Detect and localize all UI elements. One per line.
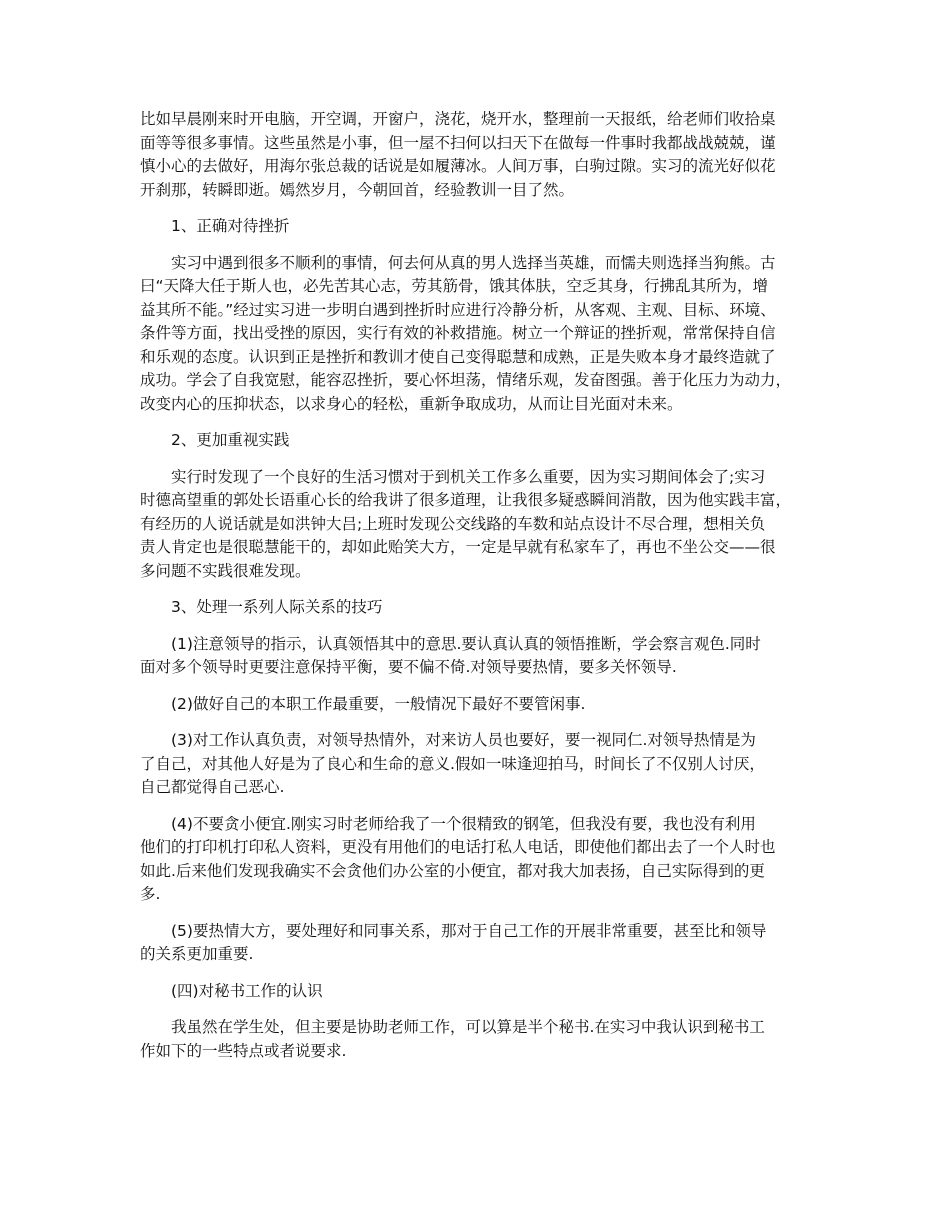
paragraph-line: 慎小心的去做好，用海尔张总裁的话说是如履薄冰。人间万事，白驹过隙。实习的流光好似花 (140, 157, 776, 175)
paragraph (140, 1016, 820, 1063)
paragraph-line: 他们的打印机打印私人资料，更没有用他们的电话打私人电话，即使他们都出去了一个人时也 (140, 838, 776, 856)
paragraph-line: 比如早晨刚来时开电脑，开空调，开窗户，浇花，烧开水，整理前一天报纸，给老师们收拾桌 (140, 110, 776, 128)
paragraph-line: 面等等很多事情。这些虽然是小事，但一屋不扫何以扫天下在做每一件事时我都战战兢兢，谨 (140, 133, 776, 152)
paragraph (140, 252, 820, 417)
paragraph-line: 有经历的人说话就是如洪钟大吕;上班时发现公交线路的车数和站点设计不尽合理，想相关负 (140, 514, 766, 533)
paragraph-line: 的关系更加重要. (140, 945, 254, 963)
paragraph-line: (2)做好自己的本职工作最重要，一般情况下最好不要管闲事. (171, 694, 586, 713)
paragraph-line: (1)注意领导的指示，认真领悟其中的意思.要认真认真的领悟推断，学会察言观色.同时 (171, 634, 761, 653)
paragraph-line: 作如下的一些特点或者说要求. (140, 1041, 347, 1060)
paragraph-line: (4)不要贪小便宜.刚实习时老师给我了一个很精致的钢笔，但我没有要，我也没有利用 (171, 814, 756, 833)
paragraph (140, 813, 820, 907)
paragraph-line: 曰“天降大任于斯人也，必先苦其心志，劳其筋骨，饿其体肤，空乏其身，行拂乱其所为，增 (140, 277, 769, 295)
paragraph-line: 如此.后来他们发现我确实不会贪他们办公室的小便宜，都对我大加表扬，自己实际得到的更 (140, 861, 765, 880)
paragraph (140, 466, 820, 584)
paragraph-line: 益其所不能。”经过实习进一步明白遇到挫折时应进行冷静分析，从客观、主观、目标、环境、 (140, 300, 776, 319)
paragraph-line: 实行时发现了一个良好的生活习惯对于到机关工作多么重要，因为实习期间体会了;实习 (171, 467, 766, 486)
paragraph-line: 条件等方面，找出受挫的原因，实行有效的补救措施。树立一个辩证的挫折观，常常保持自信 (140, 324, 776, 342)
paragraph-line: (3)对工作认真负责，对领导热情外，对来访人员也要好，要一视同仁.对领导热情是为 (171, 731, 756, 749)
paragraph-line: (5)要热情大方，要处理好和同事关系，那对于自己工作的开展非常重要，甚至比和领导 (171, 921, 767, 940)
paragraph-line: 改变内心的压抑状态，以求身心的轻松，重新争取成功，从而让目光面对未来。 (140, 394, 683, 413)
section-heading: 1、正确对待挫折 (171, 217, 290, 235)
paragraph (140, 729, 820, 800)
paragraph-line: 责人肯定也是很聪慧能干的，却如此贻笑大方，一定是早就有私家车了，再也不坐公交——很 (140, 538, 776, 556)
paragraph-line: 开刹那，转瞬即逝。嫣然岁月，今朝回首，经验教训一目了然。 (140, 180, 575, 199)
paragraph (140, 633, 820, 680)
paragraph-line: 多. (140, 885, 161, 903)
section-heading: (四)对秘书工作的认识 (171, 981, 323, 1000)
paragraph-line: 我虽然在学生处，但主要是协助老师工作，可以算是半个秘书.在实习中我认识到秘书工 (171, 1018, 765, 1036)
section-heading: 2、更加重视实践 (171, 431, 290, 449)
section-heading: 3、处理一系列人际关系的技巧 (171, 598, 383, 616)
paragraph-line: 成功。学会了自我宽慰，能容忍挫折，要心怀坦荡，情绪乐观，发奋图强。善于化压力为动力， (140, 371, 792, 389)
paragraph-line: 实习中遇到很多不顺利的事情，何去何从真的男人选择当英雄，而懦夫则选择当狗熊。古 (171, 253, 776, 272)
paragraph-line: 时德高望重的郭处长语重心长的给我讲了很多道理，让我很多疑惑瞬间消散，因为他实践丰富， (140, 491, 792, 509)
paragraph-line: 了自己，对其他人好是为了良心和生命的意义.假如一味逢迎拍马，时间长了不仅别人讨厌， (140, 754, 765, 773)
paragraph (140, 693, 820, 717)
paragraph-line: 自己都觉得自己恶心. (140, 778, 285, 796)
paragraph-line: 面对多个领导时更要注意保持平衡，要不偏不倚.对领导要热情，要多关怀领导. (140, 658, 677, 676)
paragraph-line: 和乐观的态度。认识到正是挫折和教训才使自己变得聪慧和成熟，正是失败本身才最终造就了 (140, 347, 776, 366)
paragraph-line: 多问题不实践很难发现。 (140, 561, 311, 580)
document-body (140, 108, 820, 1076)
paragraph (140, 108, 820, 202)
paragraph (140, 920, 820, 967)
